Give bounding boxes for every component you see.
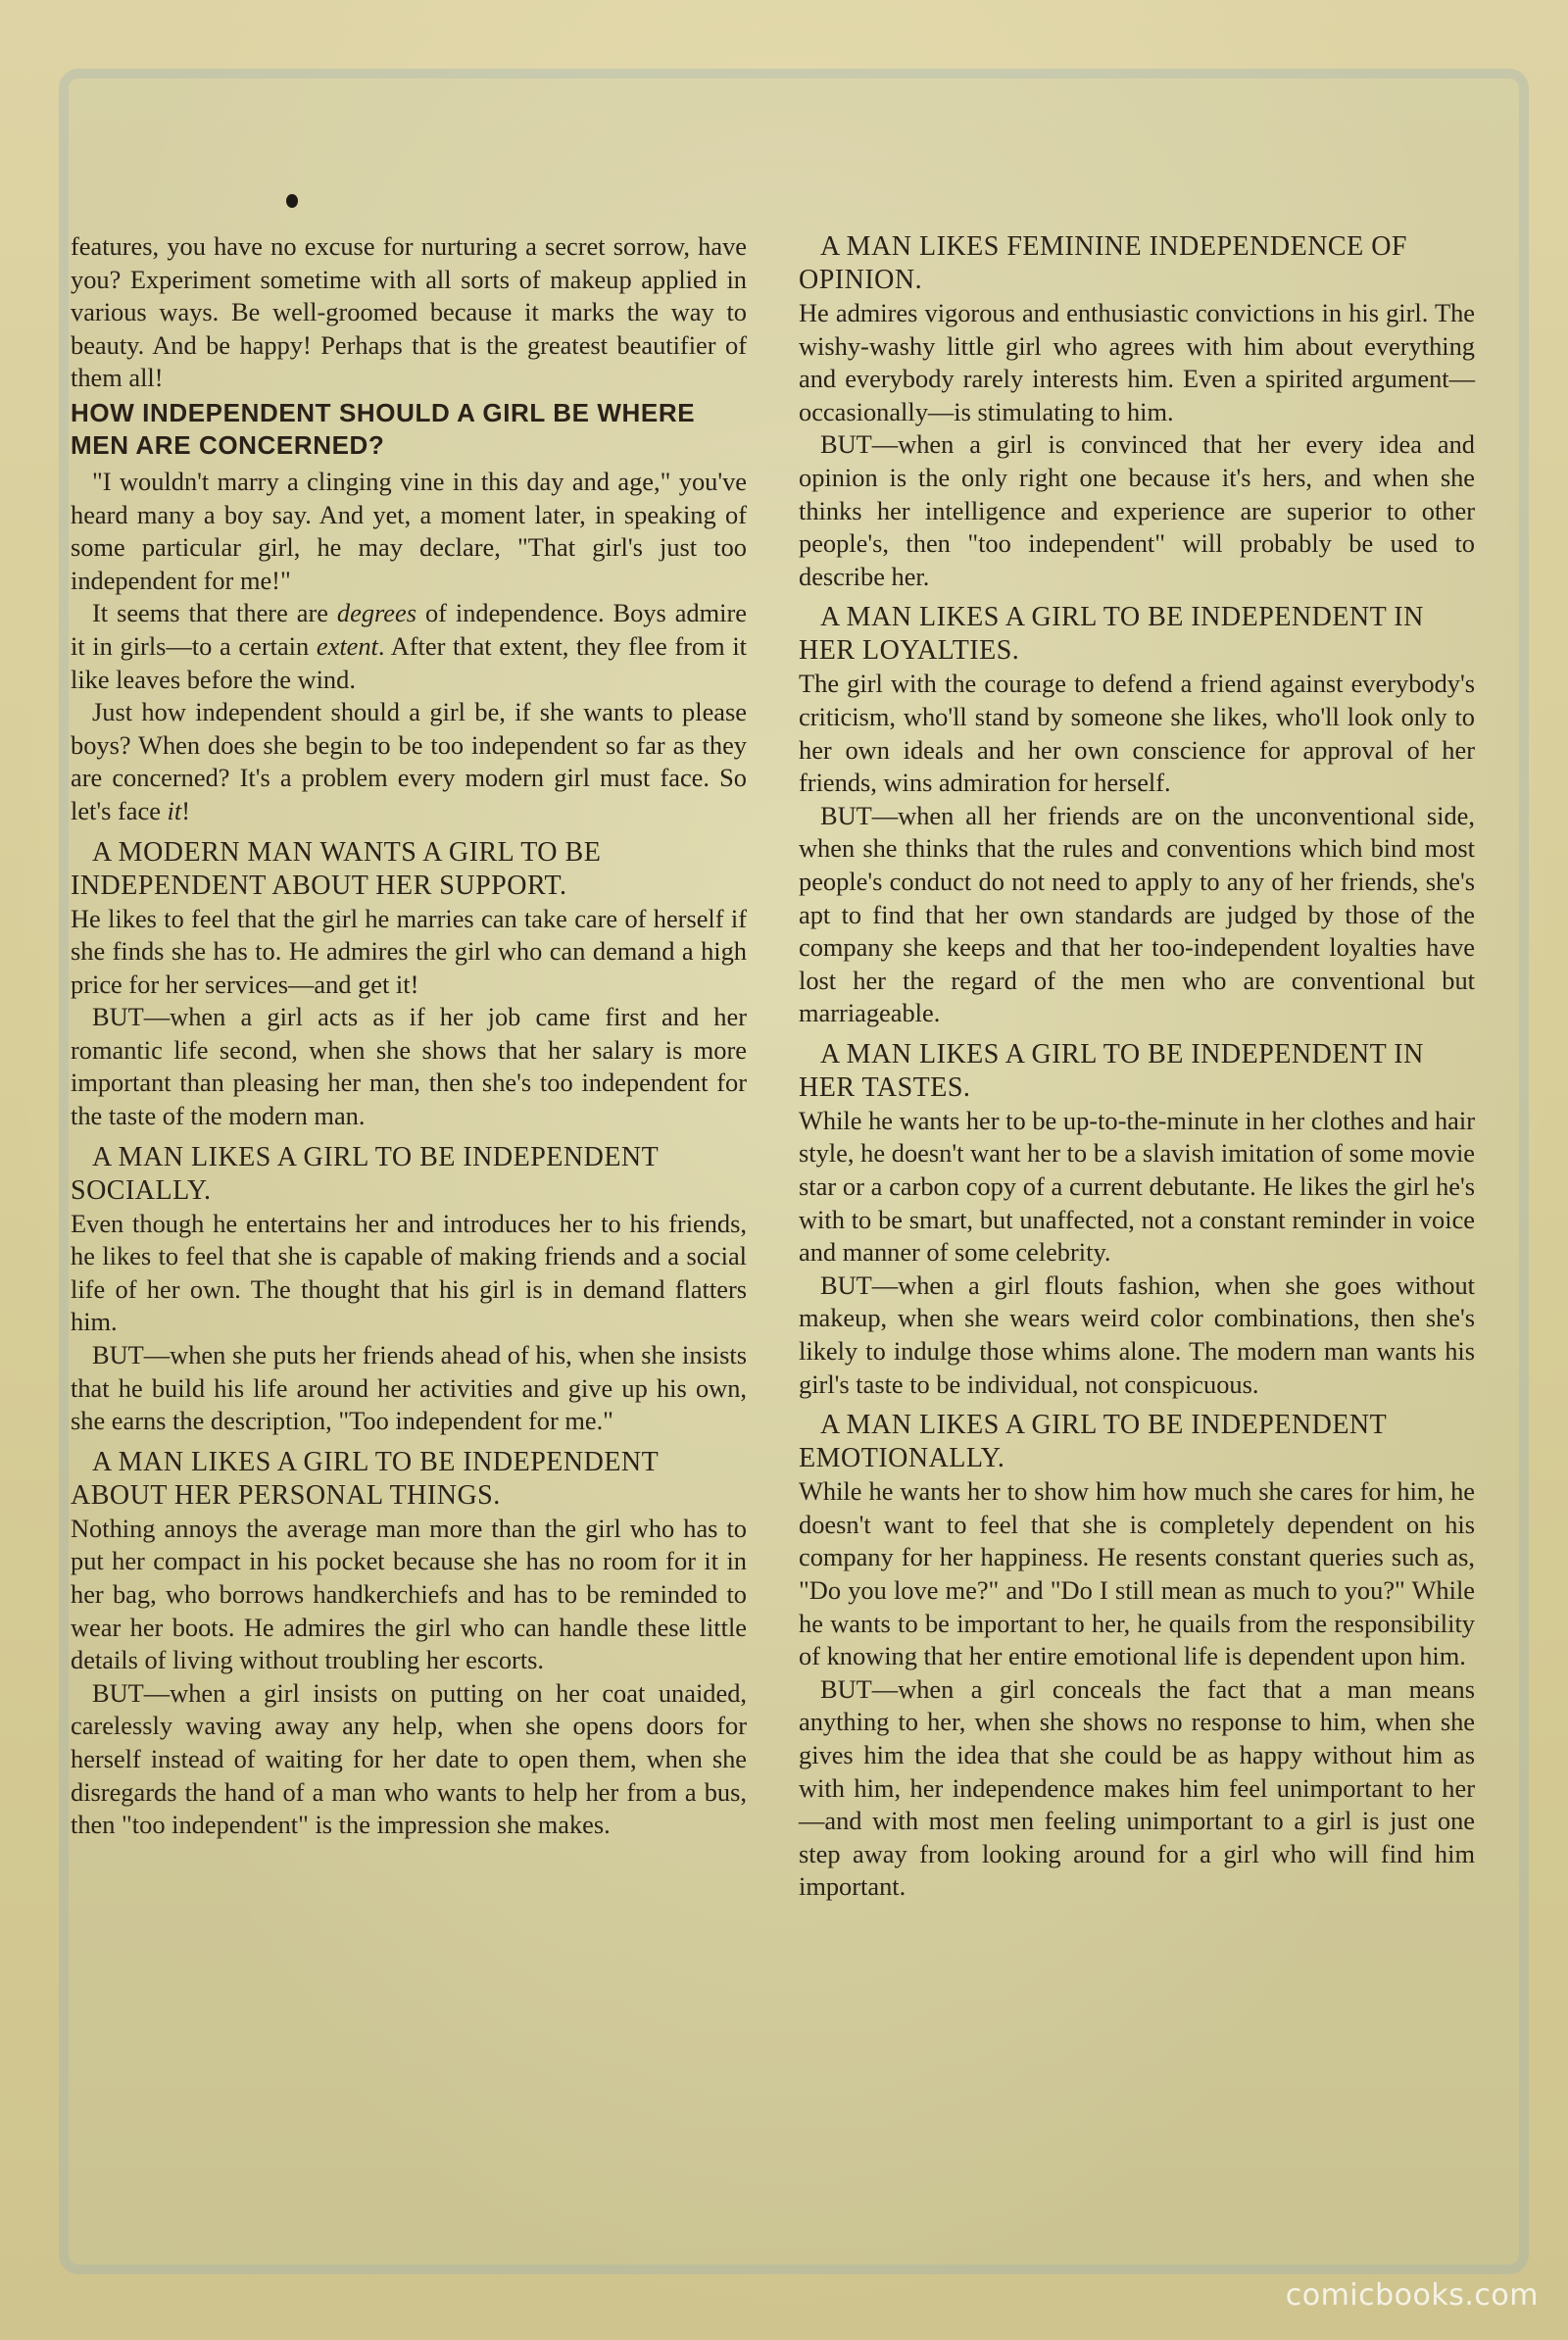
emphasis: it	[167, 795, 182, 825]
paragraph: BUT—when a girl is convinced that her every idea and opinion is the only right one because it's hers, and when she thinks her intelligence and experience are superior to other people's, then "too independent" will probably be used to describe her.	[799, 429, 1475, 591]
paragraph	[71, 597, 747, 696]
paragraph: BUT—when all her friends are on the unconventional side, when she thinks that the rules and conventions which bind most people's conduct do not need to apply to any of her friends, she's apt to find that her own standards are judged by those of the company she keeps and that her too-independent loyalties have lost her the regard of the men who are conventional but marriageable.	[799, 800, 1475, 1028]
paragraph: BUT—when a girl acts as if her job came first and her romantic life second, when she shows that her salary is more important than pleasing her man, then she's too independent for the taste of the modern man.	[71, 1002, 747, 1131]
text-run: Just how independent should a girl be, if she wants to please boys? When does she begin to be too independent so far as they are concerned? It's a problem every modern girl must face. So let's face	[71, 697, 747, 825]
ink-dot	[286, 194, 298, 208]
text-run: It seems that there are	[92, 598, 337, 628]
paragraph: While he wants her to show him how much she cares for him, he doesn't want to feel that she is completely dependent on his company for her happiness. He resents constant queries such as, "Do you love me?" and "Do I still mean as much to you?" While he wants to be important to her, he quails from the responsibility of knowing that her entire emotional life is dependent upon him.	[799, 1476, 1475, 1671]
paragraph: The girl with the courage to defend a friend against everybody's criticism, who'll stand by someone she likes, who'll look only to her own ideals and her own conscience for approval of her friends, wins admiration for herself.	[799, 669, 1475, 798]
paragraph: "I wouldn't marry a clinging vine in this day and age," you've heard many a boy say. And yet, a moment later, in speaking of some particular girl, he may declare, "That girl's just too independent for me!"	[71, 466, 747, 595]
text-run: of independence. Boys admire it in girls—to a certain	[71, 598, 747, 661]
paragraph: features, you have no excuse for nurturing a secret sorrow, have you? Experiment sometime with all sorts of makeup applied in various ways. Be well-groomed because it marks the way to beauty. And be happy! Perhaps that is the greatest beautifier of them all!	[71, 231, 747, 393]
emphasis: extent	[316, 630, 378, 661]
paragraph: He likes to feel that the girl he marries can take care of herself if she finds she has to. He admires the girl who can demand a high price for her services—and get it!	[71, 903, 747, 999]
paragraph: BUT—when she puts her friends ahead of his, when she insists that he build his life around her activities and give up his own, she earns the description, "Too independent for me."	[71, 1340, 747, 1436]
paragraph: BUT—when a girl insists on putting on her coat unaided, carelessly waving away any help, when she opens doors for herself instead of waiting for her date to open them, when she disregards the hand of a man who wants to help her from a bus, then "too independent" is the impression she makes.	[71, 1677, 747, 1840]
text-run: . After that extent, they flee from it like leaves before the wind.	[71, 630, 747, 694]
section-subheading: A MAN LIKES A GIRL TO BE INDEPENDENT EMOTIONALLY.	[799, 1410, 1387, 1474]
text-run: !	[181, 795, 190, 825]
section-subheading: A MAN LIKES A GIRL TO BE INDEPENDENT SOCIALLY.	[71, 1141, 659, 1206]
section-subheading: A MAN LIKES A GIRL TO BE INDEPENDENT IN HER LOYALTIES.	[799, 602, 1424, 667]
paragraph: Even though he entertains her and introduces her to his friends, he likes to feel that she is capable of making friends and a social life of her own. The thought that his girl is in demand flatters him.	[71, 1208, 747, 1337]
paragraph: BUT—when a girl flouts fashion, when she goes without makeup, when she wears weird color combinations, then she's likely to indulge those whims alone. The modern man wants his girl's taste to be individual, not conspicuous.	[799, 1270, 1475, 1399]
section-subheading: A MAN LIKES A GIRL TO BE INDEPENDENT IN HER TASTES.	[799, 1038, 1424, 1103]
section-subheading: A MAN LIKES FEMININE INDEPENDENCE OF OPINION.	[799, 231, 1407, 295]
right-column	[799, 230, 1475, 1904]
question-heading: HOW INDEPENDENT SHOULD A GIRL BE WHERE MEN ARE CONCERNED?	[71, 397, 696, 460]
paragraph: He admires vigorous and enthusiastic convictions in his girl. The wishy-washy little girl who agrees with him about everything and everybody rarely interests him. Even a spirited argument—occasionally—is stimulating to him.	[799, 298, 1475, 426]
watermark: comicbooks.com	[1285, 2278, 1539, 2313]
paragraph: Nothing annoys the average man more than the girl who has to put her compact in his pocket because she has no room for it in her bag, who borrows handkerchiefs and has to be reminded to wear her boots. He admires the girl who can handle these little details of living without troubling her escorts.	[71, 1513, 747, 1675]
section-subheading: A MODERN MAN WANTS A GIRL TO BE INDEPENDENT ABOUT HER SUPPORT.	[71, 836, 602, 901]
section-subheading: A MAN LIKES A GIRL TO BE INDEPENDENT ABOUT HER PERSONAL THINGS.	[71, 1446, 659, 1511]
paragraph: BUT—when a girl conceals the fact that a man means anything to her, when she shows no response to him, when she gives him the idea that she could be as happy without him as with him, her independence makes him feel unimportant to her—and with most men feeling unimportant to a girl is just one step away from looking around for a girl who will find him important.	[799, 1673, 1475, 1902]
emphasis: degrees	[336, 598, 416, 628]
paragraph: While he wants her to be up-to-the-minute in her clothes and hair style, he doesn't want her to be a slavish imitation of some movie star or a carbon copy of a current debutante. He likes the girl he's with to be smart, but unaffected, not a constant reminder in voice and manner of some celebrity.	[799, 1105, 1475, 1268]
paragraph	[71, 696, 747, 827]
left-column	[71, 230, 747, 1842]
